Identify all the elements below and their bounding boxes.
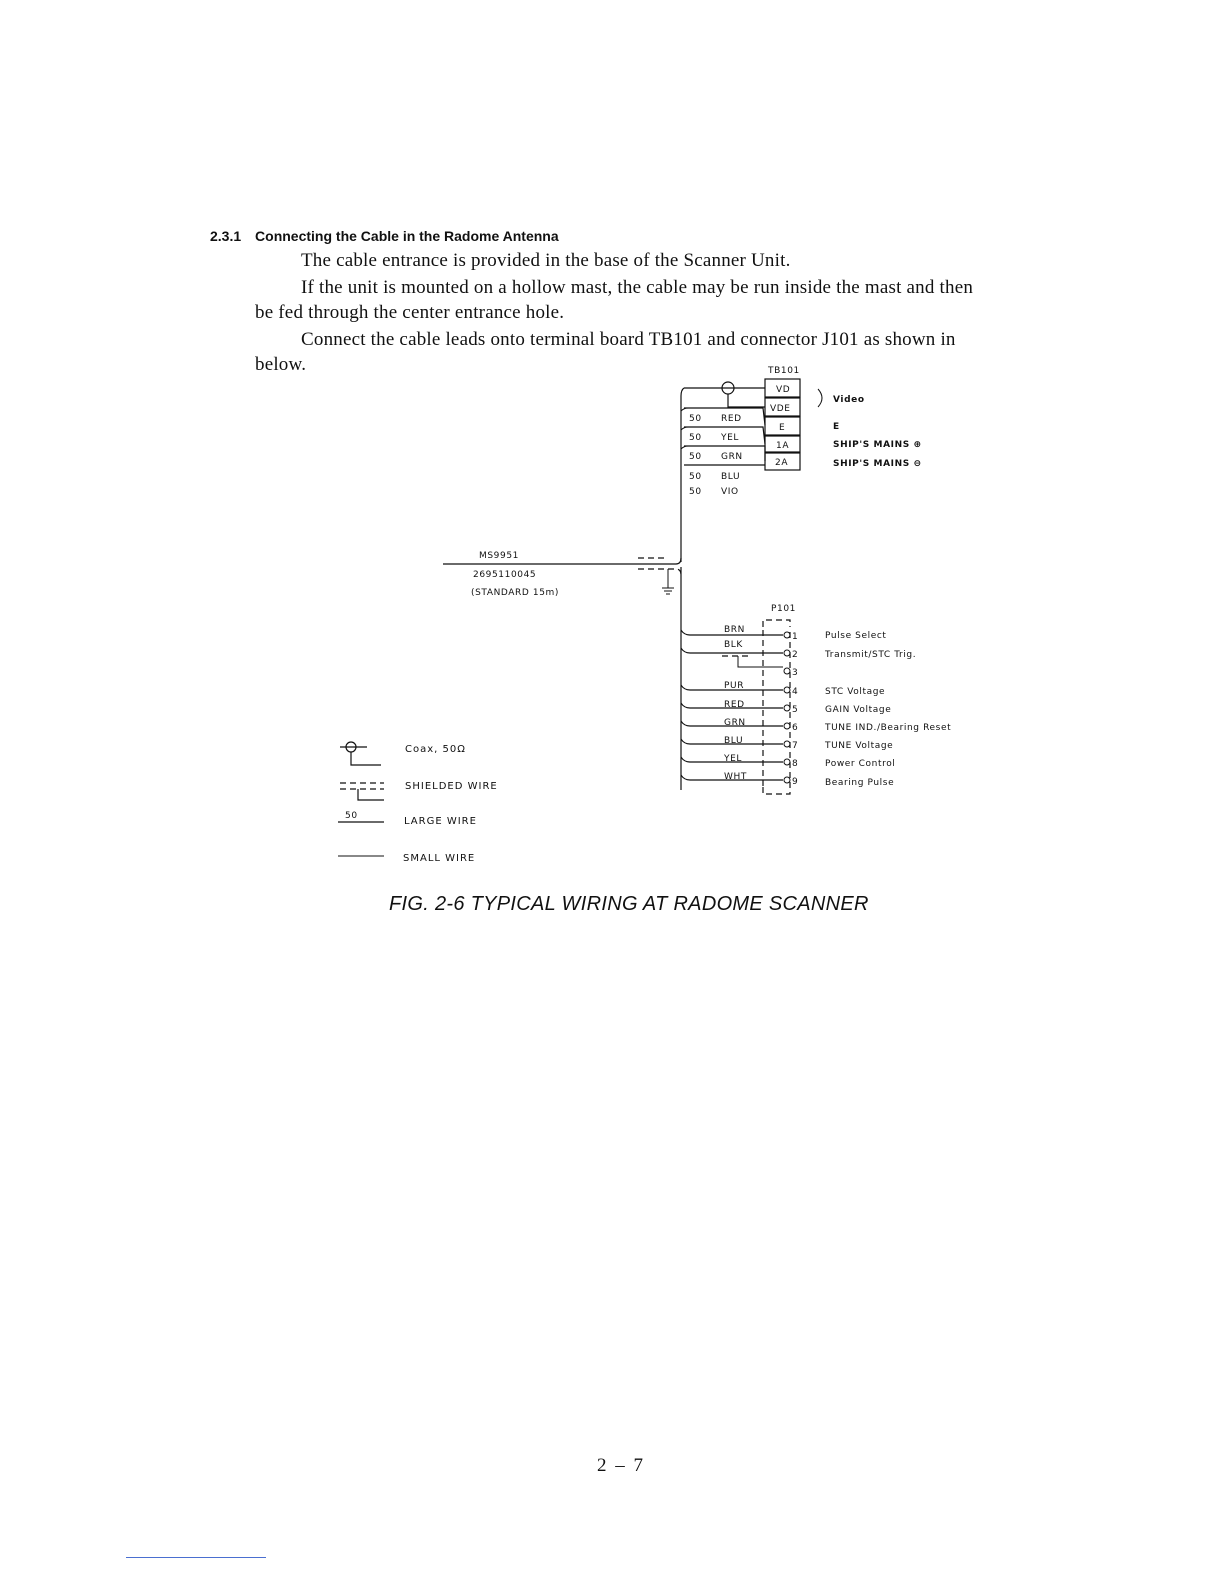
terminal-label: VD — [776, 385, 791, 395]
wire-size: 50 — [689, 472, 702, 482]
scan-artifact-line — [126, 1557, 266, 1558]
legend — [338, 742, 498, 864]
pin-number: 2 — [792, 650, 799, 660]
terminal-label: E — [779, 423, 786, 433]
pin-number: 6 — [792, 723, 799, 733]
figure-caption: FIG. 2-6 TYPICAL WIRING AT RADOME SCANNER — [389, 893, 869, 915]
pin-function: GAIN Voltage — [825, 705, 892, 715]
pin-wire-color: BLU — [724, 736, 744, 746]
pin-wire-color: PUR — [724, 681, 745, 691]
wire-size: 50 — [689, 433, 702, 443]
wire-color: YEL — [721, 433, 739, 443]
function-mains-neg: SHIP'S MAINS ⊖ — [833, 459, 922, 469]
function-mains-pos: SHIP'S MAINS ⊕ — [833, 440, 922, 450]
legend-large: LARGE WIRE — [404, 816, 477, 827]
pin-number: 7 — [792, 741, 799, 751]
terminal-label: VDE — [770, 404, 791, 414]
pin-function: Pulse Select — [825, 631, 887, 641]
wire-color: GRN — [721, 452, 743, 462]
paragraph-3-line-1: Connect the cable leads onto terminal board TB101 and connector J101 as shown in — [301, 329, 956, 350]
legend-shielded: SHIELDED WIRE — [405, 781, 498, 792]
legend-small: SMALL WIRE — [403, 853, 476, 864]
tb101-label: TB101 — [768, 366, 800, 376]
wire-color: BLU — [721, 472, 741, 482]
section-title: Connecting the Cable in the Radome Antenna — [255, 228, 559, 244]
paragraph-3-line-2: below. — [255, 354, 307, 375]
wire-size: 50 — [689, 452, 702, 462]
coax-symbol-icon — [340, 742, 381, 765]
pin-wire-color: RED — [724, 700, 745, 710]
pin-wire-color: GRN — [724, 718, 746, 728]
coax-connection — [681, 382, 765, 407]
pin-number: 4 — [792, 687, 799, 697]
pin-number: 1 — [792, 632, 799, 642]
wire-color: RED — [721, 414, 742, 424]
paragraph-1: The cable entrance is provided in the base of the Scanner Unit. — [301, 250, 791, 271]
pin-number: 5 — [792, 705, 799, 715]
legend-coax: Coax, 50Ω — [405, 744, 466, 755]
pin-wire-color: BLK — [724, 640, 743, 650]
section-number: 2.3.1 — [210, 228, 242, 244]
pin-function: Bearing Pulse — [825, 778, 895, 788]
tb101-terminal-board — [765, 379, 800, 470]
pin-number: 8 — [792, 759, 799, 769]
pin-wire-color: WHT — [724, 772, 747, 782]
pin-number: 3 — [792, 668, 799, 678]
plug-outline-top — [763, 620, 790, 627]
function-video: Video — [833, 395, 865, 405]
legend-large-number: 50 — [345, 811, 358, 821]
pin-function: TUNE IND./Bearing Reset — [825, 723, 952, 733]
cable-part-number: 2695110045 — [473, 570, 537, 580]
shielded-wire-symbol-icon — [340, 783, 384, 800]
video-bracket — [818, 389, 822, 407]
wire-color: VIO — [721, 487, 739, 497]
pin-number: 9 — [792, 777, 799, 787]
wire-size: 50 — [689, 414, 702, 424]
p101-label: P101 — [771, 604, 797, 614]
terminal-label: 2A — [775, 458, 789, 468]
paragraph-2-line-2: be fed through the center entrance hole. — [255, 302, 565, 323]
function-e: E — [833, 422, 840, 432]
paragraph-2-line-1: If the unit is mounted on a hollow mast, the cable may be run inside the mast and then — [301, 277, 974, 298]
pin-function: Transmit/STC Trig. — [825, 650, 917, 660]
cable-length: (STANDARD 15m) — [471, 588, 560, 598]
pin-contacts — [784, 632, 790, 783]
cable-model: MS9951 — [479, 551, 519, 561]
terminal-label: 1A — [776, 441, 790, 451]
pin-function: STC Voltage — [825, 687, 886, 697]
wire-size: 50 — [689, 487, 702, 497]
pin-wire-color: BRN — [724, 625, 745, 635]
pin-wire-color: YEL — [724, 754, 742, 764]
pin-function: Power Control — [825, 759, 896, 769]
pin-function: TUNE Voltage — [825, 741, 894, 751]
page-number: 2 – 7 — [597, 1455, 645, 1476]
